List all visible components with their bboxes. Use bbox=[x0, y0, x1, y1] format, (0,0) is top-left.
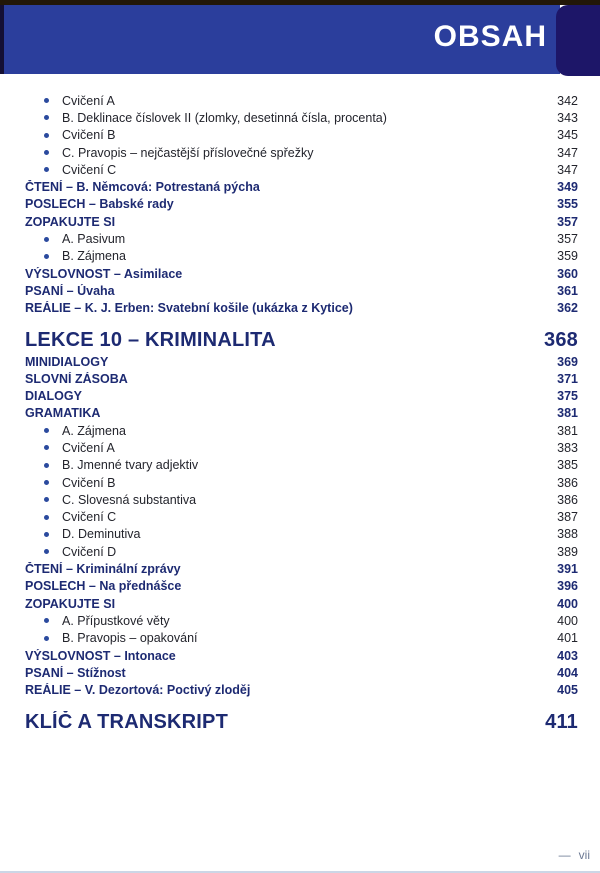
toc-entry-page: 383 bbox=[557, 440, 578, 455]
toc-row bbox=[25, 578, 578, 595]
toc-row bbox=[25, 682, 578, 699]
bullet-icon bbox=[44, 463, 49, 468]
page-footer bbox=[559, 848, 590, 862]
toc-row bbox=[25, 109, 578, 126]
toc-entry-page: 391 bbox=[557, 562, 578, 577]
toc-row bbox=[25, 491, 578, 508]
toc-entry-label: Cvičení B bbox=[62, 128, 116, 143]
bullet-icon bbox=[44, 532, 49, 537]
toc-row bbox=[25, 509, 578, 526]
toc-row bbox=[25, 647, 578, 664]
toc-row bbox=[25, 161, 578, 178]
toc-entry-label: Cvičení C bbox=[62, 162, 117, 177]
toc-entry-label: ZOPAKUJTE SI bbox=[25, 596, 116, 611]
toc-entry-label: KLÍČ A TRANSKRIPT bbox=[25, 711, 229, 734]
toc-row bbox=[25, 265, 578, 282]
toc-entry-page: 359 bbox=[557, 249, 578, 264]
header-corner-tab bbox=[556, 5, 600, 76]
toc-entry-label: Cvičení D bbox=[62, 544, 117, 559]
toc-row bbox=[25, 230, 578, 247]
toc-row bbox=[25, 387, 578, 404]
toc-entry-page: 385 bbox=[557, 458, 578, 473]
toc-row bbox=[25, 300, 578, 317]
toc-row bbox=[25, 329, 578, 353]
bullet-icon bbox=[44, 549, 49, 554]
toc-entry-page: 405 bbox=[557, 683, 578, 698]
footer-page-number: vii bbox=[578, 848, 590, 862]
bullet-icon bbox=[44, 115, 49, 120]
bullet-icon bbox=[44, 98, 49, 103]
header-bar bbox=[0, 5, 560, 74]
toc-entry-label: ČTENÍ – B. Němcová: Potrestaná pýcha bbox=[25, 180, 260, 195]
toc-entry-label: ČTENÍ – Kriminální zprávy bbox=[25, 562, 181, 577]
toc-entry-page: 387 bbox=[557, 510, 578, 525]
toc-entry-page: 343 bbox=[557, 110, 578, 125]
toc-entry-label: Cvičení B bbox=[62, 475, 116, 490]
bullet-icon bbox=[44, 618, 49, 623]
toc-entry-page: 386 bbox=[557, 492, 578, 507]
toc-row bbox=[25, 457, 578, 474]
toc-entry-label: B. Zájmena bbox=[62, 249, 126, 264]
toc-row bbox=[25, 526, 578, 543]
toc-row bbox=[25, 370, 578, 387]
toc-row bbox=[25, 405, 578, 422]
toc-entry-label: VÝSLOVNOST – Asimilace bbox=[25, 266, 183, 281]
toc-entry-label: GRAMATIKA bbox=[25, 406, 101, 421]
bullet-icon bbox=[44, 133, 49, 138]
toc-entry-page: 357 bbox=[557, 232, 578, 247]
toc-entry-page: 375 bbox=[557, 389, 578, 404]
toc-entry-page: 411 bbox=[545, 711, 578, 734]
toc-entry-page: 388 bbox=[557, 527, 578, 542]
toc-row bbox=[25, 422, 578, 439]
toc-entry-label: C. Pravopis – nejčastější příslovečné spřežky bbox=[62, 145, 314, 160]
toc-entry-label: MINIDIALOGY bbox=[25, 354, 109, 369]
toc-entry-page: 369 bbox=[557, 354, 578, 369]
page-left-edge bbox=[0, 5, 4, 74]
toc-entry-label: PSANÍ – Úvaha bbox=[25, 283, 115, 298]
toc-entry-label: POSLECH – Na přednášce bbox=[25, 579, 182, 594]
toc-row bbox=[25, 439, 578, 456]
toc-entry-page: 345 bbox=[557, 128, 578, 143]
toc-row bbox=[25, 664, 578, 681]
bullet-icon bbox=[44, 515, 49, 520]
toc-entry-page: 349 bbox=[557, 180, 578, 195]
toc-entry-label: REÁLIE – V. Dezortová: Poctivý zloděj bbox=[25, 683, 251, 698]
toc-entry-label: A. Pasivum bbox=[62, 232, 126, 247]
toc-entry-label: Cvičení A bbox=[62, 440, 115, 455]
toc-row bbox=[25, 630, 578, 647]
toc-entry-label: A. Přípustkové věty bbox=[62, 613, 170, 628]
toc-entry-label: B. Pravopis – opakování bbox=[62, 631, 198, 646]
bullet-icon bbox=[44, 254, 49, 259]
bullet-icon bbox=[44, 445, 49, 450]
toc-entry-label: B. Jmenné tvary adjektiv bbox=[62, 458, 199, 473]
toc-row bbox=[25, 282, 578, 299]
toc-entry-page: 381 bbox=[557, 406, 578, 421]
bullet-icon bbox=[44, 150, 49, 155]
toc-entry-page: 347 bbox=[557, 162, 578, 177]
bullet-icon bbox=[44, 428, 49, 433]
toc-row bbox=[25, 560, 578, 577]
toc-entry-page: 389 bbox=[557, 544, 578, 559]
bullet-icon bbox=[44, 167, 49, 172]
toc-row bbox=[25, 543, 578, 560]
toc-entry-page: 400 bbox=[557, 613, 578, 628]
toc-entry-label: DIALOGY bbox=[25, 389, 82, 404]
toc-entry-page: 371 bbox=[557, 371, 578, 386]
toc-entry-page: 360 bbox=[557, 266, 578, 281]
toc-entry-label: REÁLIE – K. J. Erben: Svatební košile (ukázka z Kytice) bbox=[25, 301, 353, 316]
toc-row bbox=[25, 213, 578, 230]
toc-entry-label: Cvičení A bbox=[62, 93, 115, 108]
bullet-icon bbox=[44, 497, 49, 502]
toc-entry-label: D. Deminutiva bbox=[62, 527, 141, 542]
toc-entry-page: 342 bbox=[557, 93, 578, 108]
toc-entry-page: 396 bbox=[557, 579, 578, 594]
toc-entry-page: 361 bbox=[557, 283, 578, 298]
toc-entry-label: ZOPAKUJTE SI bbox=[25, 214, 116, 229]
toc-entry-label: SLOVNÍ ZÁSOBA bbox=[25, 371, 128, 386]
toc-entry-label: PSANÍ – Stížnost bbox=[25, 665, 126, 680]
toc-row bbox=[25, 144, 578, 161]
toc-entry-page: 368 bbox=[544, 329, 578, 352]
toc-row bbox=[25, 612, 578, 629]
toc-entry-label: A. Zájmena bbox=[62, 423, 126, 438]
toc-entry-label: B. Deklinace číslovek II (zlomky, desetinná čísla, procenta) bbox=[62, 110, 387, 125]
toc-entry-page: 386 bbox=[557, 475, 578, 490]
bullet-icon bbox=[44, 636, 49, 641]
bullet-icon bbox=[44, 480, 49, 485]
toc-entry-label: VÝSLOVNOST – Intonace bbox=[25, 648, 176, 663]
toc-entry-label: C. Slovesná substantiva bbox=[62, 492, 197, 507]
toc-entry-page: 355 bbox=[557, 197, 578, 212]
toc-row bbox=[25, 595, 578, 612]
toc-entry-label: Cvičení C bbox=[62, 510, 117, 525]
toc-entry-label: POSLECH – Babské rady bbox=[25, 197, 174, 212]
toc-list bbox=[25, 92, 578, 735]
toc-row bbox=[25, 127, 578, 144]
toc-row bbox=[25, 248, 578, 265]
bullet-icon bbox=[44, 237, 49, 242]
page-title: OBSAH bbox=[433, 20, 547, 53]
toc-entry-page: 404 bbox=[557, 665, 578, 680]
toc-entry-page: 362 bbox=[557, 301, 578, 316]
toc-entry-page: 357 bbox=[557, 214, 578, 229]
toc-entry-label: LEKCE 10 – KRIMINALITA bbox=[25, 329, 276, 352]
toc-row bbox=[25, 178, 578, 195]
toc-row bbox=[25, 353, 578, 370]
toc-entry-page: 400 bbox=[557, 596, 578, 611]
footer-dash: — bbox=[558, 848, 571, 862]
toc-row bbox=[25, 196, 578, 213]
toc-entry-page: 381 bbox=[557, 423, 578, 438]
toc-entry-page: 347 bbox=[557, 145, 578, 160]
toc-row bbox=[25, 474, 578, 491]
toc-row bbox=[25, 92, 578, 109]
toc-row bbox=[25, 711, 578, 735]
toc-entry-page: 401 bbox=[557, 631, 578, 646]
toc-entry-page: 403 bbox=[557, 648, 578, 663]
